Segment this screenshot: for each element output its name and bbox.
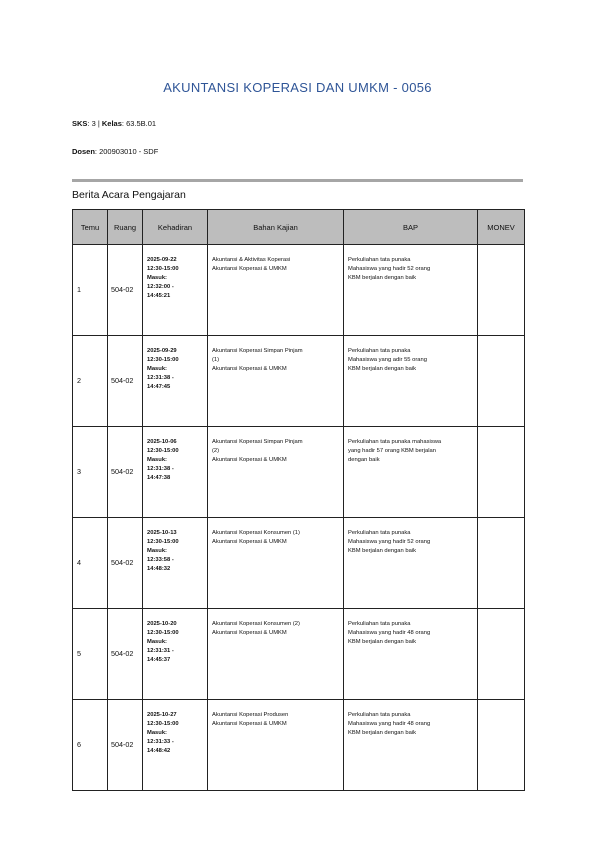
dosen-label: Dosen [72,147,95,156]
cell-bap [344,609,478,700]
bahan-line: Akuntansi & Aktivitas Koperasi [212,257,291,263]
kehadiran-line: 12:30-15:00 [147,538,179,545]
kehadiran-line: 2025-10-13 [147,530,177,536]
table-row [73,245,525,336]
kehadiran-line: 14:47:45 [147,383,171,390]
cell-bahan-kajian [208,427,344,518]
bap-line: KBM berjalan dengan baik [348,274,416,281]
table-row [73,518,525,609]
cell-kehadiran [143,427,208,518]
kehadiran-line: 12:30-15:00 [147,629,179,636]
bap-line: KBM berjalan dengan baik [348,365,416,372]
cell-temu: 4 [73,518,108,609]
bahan-line: (2) [212,447,220,454]
table-row [73,336,525,427]
bap-line: Perkuliahan tata punaka [348,348,411,354]
bahan-line: Akuntansi Koperasi & UMKM [212,629,287,636]
cell-monev [478,427,525,518]
cell-ruang: 504-02 [108,609,143,700]
kehadiran-line: 14:45:21 [147,292,171,299]
kehadiran-line: Masuk: [147,547,167,554]
cell-bahan-kajian [208,518,344,609]
sks-label: SKS [72,119,88,128]
bahan-line: Akuntansi Koperasi & UMKM [212,265,287,272]
cell-bap [344,518,478,609]
cell-ruang: 504-02 [108,245,143,336]
sks-kelas-line [72,119,156,128]
kehadiran-line: 12:31:31 - [147,647,174,654]
kehadiran-line: 12:30-15:00 [147,356,179,363]
cell-temu: 6 [73,700,108,791]
bap-line: KBM berjalan dengan baik [348,729,416,736]
bap-table [72,209,525,791]
kehadiran-line: 12:30-15:00 [147,720,179,727]
kehadiran-line: Masuk: [147,274,167,281]
cell-monev [478,245,525,336]
cell-bap [344,336,478,427]
bap-line: Perkuliahan tata punaka mahasiswa [348,439,442,445]
cell-bahan-kajian [208,336,344,427]
cell-monev [478,518,525,609]
bap-line: Mahasiswa yang hadir 52 orang [348,265,431,272]
cell-temu: 1 [73,245,108,336]
cell-kehadiran [143,518,208,609]
header-monev: MONEV [478,210,525,245]
kehadiran-line: 12:30-15:00 [147,265,179,272]
cell-monev [478,700,525,791]
kehadiran-line: 12:31:38 - [147,465,174,472]
table-row [73,609,525,700]
bap-line: Perkuliahan tata punaka [348,530,411,536]
header-bap: BAP [344,210,478,245]
bap-line: Mahasiswa yang hadir 48 orang [348,720,431,727]
header-bahan-kajian: Bahan Kajian [208,210,344,245]
bap-line: KBM berjalan dengan baik [348,547,416,554]
section-divider [72,179,523,182]
bap-line: KBM berjalan dengan baik [348,638,416,645]
kelas-label: Kelas [101,119,122,128]
kehadiran-line: 14:48:32 [147,565,171,572]
bap-line: dengan baik [348,456,380,463]
cell-temu: 2 [73,336,108,427]
bahan-line: Akuntansi Koperasi Konsumen (2) [212,621,300,627]
sks-value: : 3 | [87,119,102,128]
table-row [73,427,525,518]
bahan-line: Akuntansi Koperasi Konsumen (1) [212,530,300,536]
kehadiran-line: Masuk: [147,729,167,736]
bahan-line: Akuntansi Koperasi & UMKM [212,365,287,372]
table-header-row [73,210,525,245]
cell-bahan-kajian [208,609,344,700]
kehadiran-line: 2025-09-22 [147,257,177,263]
cell-ruang: 504-02 [108,518,143,609]
cell-ruang: 504-02 [108,700,143,791]
cell-bap [344,700,478,791]
kehadiran-line: 2025-10-06 [147,439,177,445]
kehadiran-line: 12:33:58 - [147,556,174,563]
kehadiran-line: Masuk: [147,638,167,645]
cell-monev [478,609,525,700]
bahan-line: Akuntansi Koperasi & UMKM [212,538,287,545]
cell-bahan-kajian [208,245,344,336]
table-body [73,245,525,791]
cell-ruang: 504-02 [108,336,143,427]
dosen-line [72,147,158,156]
cell-temu: 3 [73,427,108,518]
cell-bap [344,245,478,336]
cell-bahan-kajian [208,700,344,791]
kehadiran-line: 12:30-15:00 [147,447,179,454]
cell-monev [478,336,525,427]
bahan-line: Akuntansi Koperasi & UMKM [212,720,287,727]
cell-ruang: 504-02 [108,427,143,518]
cell-kehadiran [143,336,208,427]
bap-line: Mahasiswa yang adir 55 orang [348,356,427,363]
kehadiran-line: Masuk: [147,456,167,463]
kelas-value: : 63.5B.01 [121,119,157,128]
cell-kehadiran [143,609,208,700]
bap-line: Mahasiswa yang hadir 52 orang [348,538,431,545]
cell-bap [344,427,478,518]
bap-line: yang hadir 57 orang KBM berjalan [348,447,436,454]
kehadiran-line: 2025-09-29 [147,348,177,354]
dosen-value: : 200903010 - SDF [94,147,159,156]
kehadiran-line: 12:32:00 - [147,283,174,290]
kehadiran-line: 14:45:37 [147,656,171,663]
cell-temu: 5 [73,609,108,700]
bahan-line: Akuntansi Koperasi Simpan Pinjam [212,348,303,354]
cell-kehadiran [143,700,208,791]
kehadiran-line: 14:48:42 [147,747,171,754]
kehadiran-line: 2025-10-27 [147,712,177,718]
section-title: Berita Acara Pengajaran [72,189,186,201]
header-ruang: Ruang [108,210,143,245]
table-row [73,700,525,791]
kehadiran-line: 14:47:38 [147,474,171,481]
bahan-line: Akuntansi Koperasi & UMKM [212,456,287,463]
bahan-line: (1) [212,356,220,363]
kehadiran-line: 12:31:33 - [147,738,174,745]
bahan-line: Akuntansi Koperasi Produsen [212,712,289,718]
course-title: AKUNTANSI KOPERASI DAN UMKM - 0056 [163,80,432,95]
bahan-line: Akuntansi Koperasi Simpan Pinjam [212,439,303,445]
bap-line: Perkuliahan tata punaka [348,621,411,627]
header-temu: Temu [73,210,108,245]
kehadiran-line: 12:31:38 - [147,374,174,381]
bap-line: Mahasiswa yang hadir 48 orang [348,629,431,636]
header-kehadiran: Kehadiran [143,210,208,245]
kehadiran-line: Masuk: [147,365,167,372]
bap-line: Perkuliahan tata punaka [348,257,411,263]
bap-line: Perkuliahan tata punaka [348,712,411,718]
cell-kehadiran [143,245,208,336]
kehadiran-line: 2025-10-20 [147,621,177,627]
